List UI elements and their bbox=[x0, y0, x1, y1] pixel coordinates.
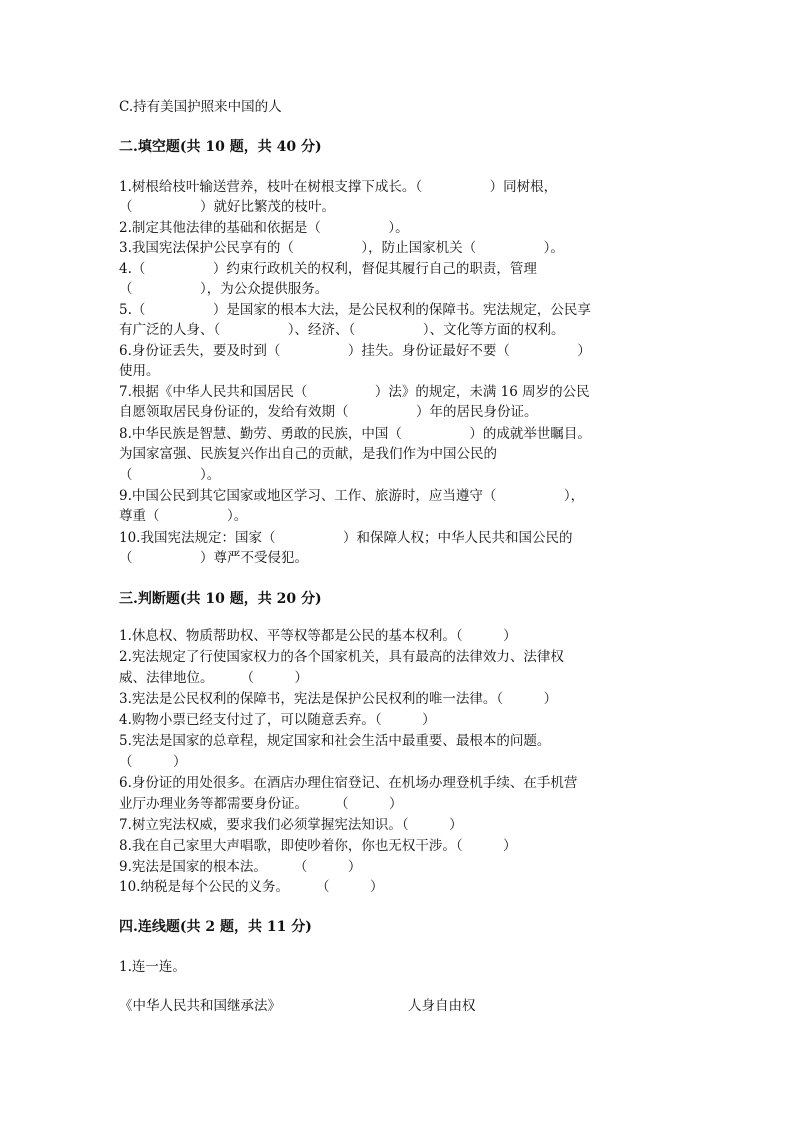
judge-line: 7.树立宪法权威，要求我们必须掌握宪法知识。（ ） bbox=[119, 817, 463, 833]
connect-question: 1.连一连。 bbox=[119, 959, 186, 975]
fill-line: 1.树根给枝叶输送营养，枝叶在树根支撑下成长。（ ）同树根， bbox=[119, 179, 558, 195]
fill-line: 有广泛的人身、（ ）、经济、（ ）、文化等方面的权利。 bbox=[119, 322, 565, 338]
connect-left-item: 《中华人民共和国继承法》 bbox=[119, 998, 281, 1014]
fill-line: 自愿领取居民身份证的，发给有效期（ ）年的居民身份证。 bbox=[119, 404, 538, 420]
fill-line: 8.中华民族是智慧、勤劳、勇敢的民族，中国（ ）的成就举世瞩目。 bbox=[119, 426, 591, 442]
judge-line: 8.我在自己家里大声唱歌，即使吵着你，你也无权干涉。（ ） bbox=[119, 838, 517, 854]
fill-line: 为国家富强、民族复兴作出自己的贡献，是我们作为中国公民的 bbox=[119, 446, 497, 462]
judge-line: 10.纳税是每个公民的义务。 （ ） bbox=[119, 879, 384, 895]
fill-line: （ ）尊严不受侵犯。 bbox=[119, 550, 308, 566]
fill-line: 使用。 bbox=[119, 363, 160, 379]
fill-line: 5.（ ）是国家的根本大法，是公民权利的保障书。宪法规定，公民享 bbox=[119, 302, 591, 318]
section-3-heading: 三.判断题(共 10 题，共 20 分) bbox=[119, 591, 322, 607]
judge-line: 2.宪法规定了行使国家权力的各个国家机关，具有最高的法律效力、法律权 bbox=[119, 649, 564, 665]
judge-line: 5.宪法是国家的总章程，规定国家和社会生活中最重要、最根本的问题。 bbox=[119, 733, 551, 749]
fill-line: 7.根据《中华人民共和国居民（ ）法》的规定，未满 16 周岁的公民 bbox=[119, 384, 590, 400]
judge-line: 9.宪法是国家的根本法。 （ ） bbox=[119, 859, 362, 875]
judge-line: 4.购物小票已经支付过了，可以随意丢弃。（ ） bbox=[119, 712, 436, 728]
option-c: C.持有美国护照来中国的人 bbox=[119, 99, 282, 115]
judge-line: 业厅办理业务等都需要身份证。 （ ） bbox=[119, 796, 403, 812]
fill-line: 3.我国宪法保护公民享有的（ ），防止国家机关（ ）。 bbox=[119, 240, 564, 256]
judge-line: 威、法律地位。 （ ） bbox=[119, 670, 308, 686]
fill-line: （ ）。 bbox=[119, 467, 221, 483]
connect-right-item: 人身自由权 bbox=[408, 998, 476, 1014]
fill-line: 2.制定其他法律的基础和依据是（ ）。 bbox=[119, 220, 409, 236]
fill-line: （ ），为公众提供服务。 bbox=[119, 281, 329, 297]
fill-line: 9.中国公民到其它国家或地区学习、工作、旅游时，应当遵守（ ）， bbox=[119, 488, 585, 504]
judge-line: 6.身份证的用处很多。在酒店办理住宿登记、在机场办理登机手续、在手机营 bbox=[119, 775, 578, 791]
fill-line: 4.（ ）约束行政机关的权利，督促其履行自己的职责，管理 bbox=[119, 261, 537, 277]
fill-line: 10.我国宪法规定：国家（ ）和保障人权；中华人民共和国公民的 bbox=[119, 530, 573, 546]
fill-line: （ ）就好比繁茂的枝叶。 bbox=[119, 199, 335, 215]
judge-line: 1.休息权、物质帮助权、平等权等都是公民的基本权利。（ ） bbox=[119, 628, 517, 644]
fill-line: 6.身份证丢失，要及时到（ ）挂失。身份证最好不要（ ） bbox=[119, 343, 591, 359]
section-2-heading: 二.填空题(共 10 题，共 40 分) bbox=[119, 139, 322, 155]
section-4-heading: 四.连线题(共 2 题，共 11 分) bbox=[119, 919, 312, 935]
judge-line: （ ） bbox=[119, 754, 187, 770]
judge-line: 3.宪法是公民权利的保障书，宪法是保护公民权利的唯一法律。（ ） bbox=[119, 691, 558, 707]
fill-line: 尊重（ ）。 bbox=[119, 508, 248, 524]
